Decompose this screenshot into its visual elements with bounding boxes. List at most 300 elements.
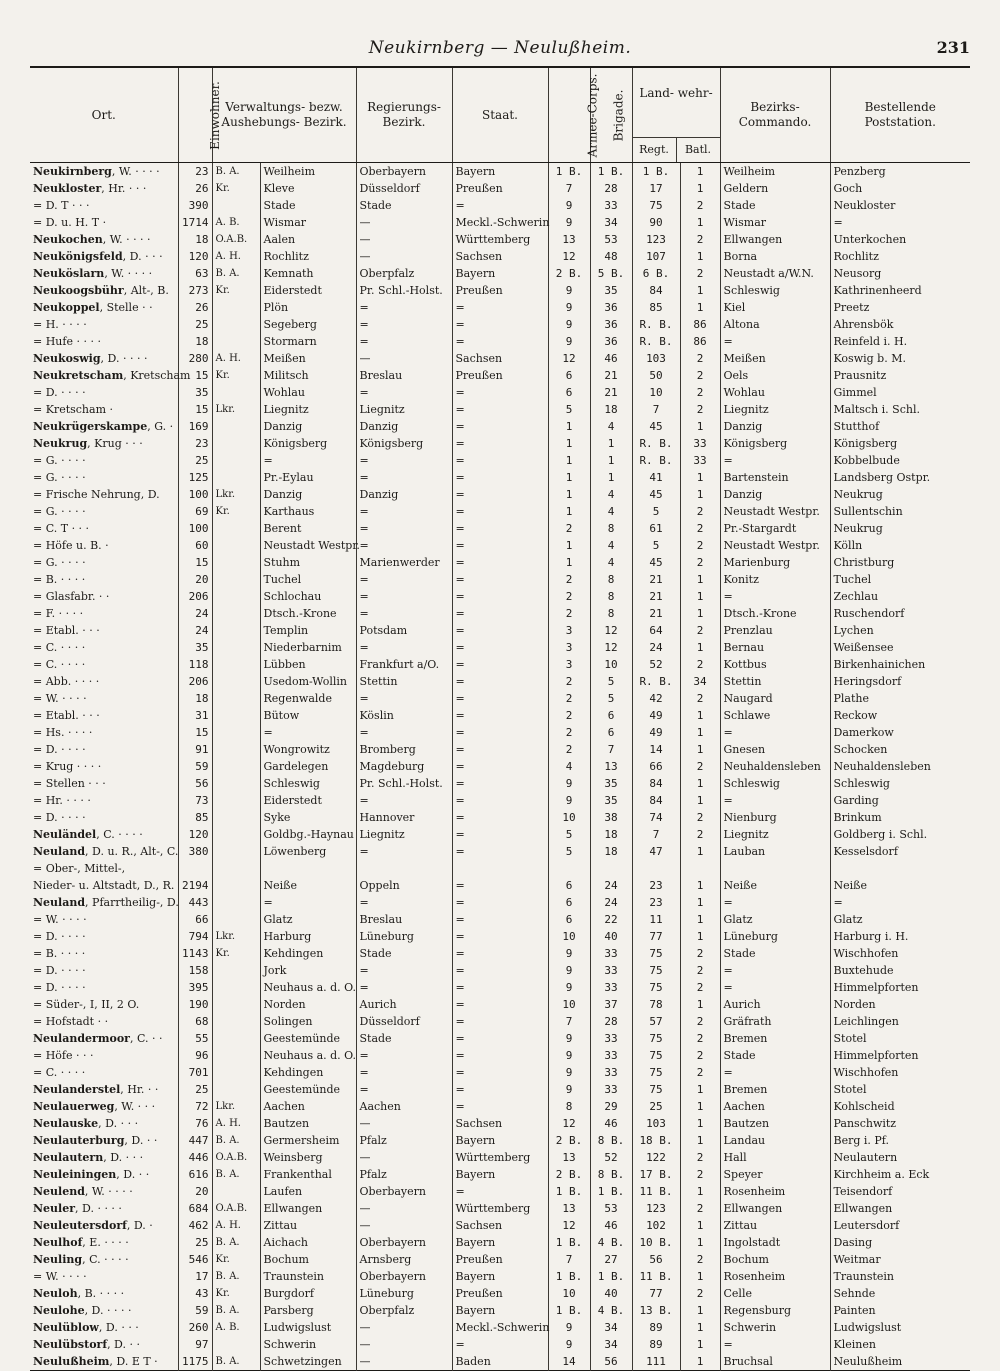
district-command: Stade	[720, 197, 830, 214]
post-station: Kobbelbude	[830, 452, 970, 469]
brigade: 33	[590, 962, 632, 979]
district-command: Oels	[720, 367, 830, 384]
place-name-main: Neulüblow	[33, 1321, 99, 1334]
state: =	[452, 639, 548, 656]
place-name	[30, 248, 178, 265]
brigade: 18	[590, 826, 632, 843]
landwehr-battalion: 1	[680, 928, 720, 945]
landwehr-regiment: 75	[632, 197, 680, 214]
post-station: Wischhofen	[830, 1064, 970, 1081]
regierungsbezirk: Düsseldorf	[356, 180, 452, 197]
table-row	[30, 1013, 970, 1030]
landwehr-battalion: 86	[680, 333, 720, 350]
place-descriptor: = W. · · · ·	[33, 913, 87, 926]
district-type	[212, 435, 260, 452]
brigade: 33	[590, 1081, 632, 1098]
district-command: =	[720, 979, 830, 996]
table-row	[30, 1217, 970, 1234]
district-command: Wismar	[720, 214, 830, 231]
district: Solingen	[260, 1013, 356, 1030]
landwehr-regiment: 75	[632, 1047, 680, 1064]
district-command: Danzig	[720, 418, 830, 435]
post-station: Ludwigslust	[830, 1319, 970, 1336]
landwehr-regiment	[632, 860, 680, 877]
brigade: 48	[590, 248, 632, 265]
landwehr-regiment: 10 B.	[632, 1234, 680, 1251]
landwehr-regiment: R. B.	[632, 316, 680, 333]
inhabitants: 190	[178, 996, 212, 1013]
district-type	[212, 843, 260, 860]
post-station: Buxtehude	[830, 962, 970, 979]
district-command: Aurich	[720, 996, 830, 1013]
district-command: Stade	[720, 945, 830, 962]
district: Pr.-Eylau	[260, 469, 356, 486]
inhabitants: 158	[178, 962, 212, 979]
regierungsbezirk: Lüneburg	[356, 1285, 452, 1302]
inhabitants: 68	[178, 1013, 212, 1030]
inhabitants: 43	[178, 1285, 212, 1302]
district-command: Neustadt Westpr.	[720, 503, 830, 520]
place-name-main: Neuleutersdorf	[33, 1219, 127, 1232]
district-command: Liegnitz	[720, 826, 830, 843]
army-corps: 9	[548, 197, 590, 214]
brigade: 27	[590, 1251, 632, 1268]
table-row	[30, 1115, 970, 1132]
place-name	[30, 996, 178, 1013]
post-station: Panschwitz	[830, 1115, 970, 1132]
inhabitants: 63	[178, 265, 212, 282]
state: Bayern	[452, 1234, 548, 1251]
landwehr-regiment: 47	[632, 843, 680, 860]
district: Regenwalde	[260, 690, 356, 707]
running-head	[30, 34, 970, 62]
column-header-regt: Regt.	[639, 143, 669, 156]
army-corps: 5	[548, 843, 590, 860]
district-command: Schleswig	[720, 282, 830, 299]
post-station: Preetz	[830, 299, 970, 316]
table-row	[30, 1200, 970, 1217]
table-row	[30, 656, 970, 673]
table-row	[30, 826, 970, 843]
district-command: Neustadt a/W.N.	[720, 265, 830, 282]
place-name	[30, 384, 178, 401]
landwehr-regiment: 75	[632, 979, 680, 996]
place-name-main: Neuländel	[33, 828, 97, 841]
post-station: Landsberg Ostpr.	[830, 469, 970, 486]
table-row	[30, 197, 970, 214]
district-type	[212, 316, 260, 333]
inhabitants: 25	[178, 316, 212, 333]
regierungsbezirk: —	[356, 1319, 452, 1336]
district: Schwerin	[260, 1336, 356, 1353]
landwehr-regiment: 5	[632, 537, 680, 554]
district-command: =	[720, 1064, 830, 1081]
district: Geestemünde	[260, 1081, 356, 1098]
inhabitants: 23	[178, 435, 212, 452]
landwehr-battalion: 2	[680, 622, 720, 639]
brigade: 4	[590, 554, 632, 571]
district-command: Pr.-Stargardt	[720, 520, 830, 537]
landwehr-regiment: 42	[632, 690, 680, 707]
table-row	[30, 911, 970, 928]
inhabitants: 118	[178, 656, 212, 673]
landwehr-regiment: 66	[632, 758, 680, 775]
state: =	[452, 928, 548, 945]
place-name-main: Neukoppel	[33, 301, 100, 314]
place-descriptor: , C. · · · ·	[96, 828, 143, 841]
army-corps: 13	[548, 1200, 590, 1217]
army-corps: 13	[548, 231, 590, 248]
inhabitants: 25	[178, 1081, 212, 1098]
place-name	[30, 843, 178, 860]
inhabitants: 59	[178, 1302, 212, 1319]
post-station: Penzberg	[830, 163, 970, 181]
landwehr-regiment: 14	[632, 741, 680, 758]
district: =	[260, 724, 356, 741]
place-name	[30, 1166, 178, 1183]
table-header	[30, 67, 970, 163]
landwehr-battalion: 1	[680, 418, 720, 435]
district-type: Lkr.	[212, 1098, 260, 1115]
column-header-landwehr-label: Land- wehr-	[639, 86, 713, 100]
place-name-main: Neuloh	[33, 1287, 78, 1300]
district-type	[212, 996, 260, 1013]
district-type	[212, 656, 260, 673]
district: Neiße	[260, 877, 356, 894]
district: =	[260, 452, 356, 469]
state: =	[452, 486, 548, 503]
place-name	[30, 911, 178, 928]
district-type	[212, 418, 260, 435]
post-station: Stutthof	[830, 418, 970, 435]
place-name-main: Neulautern	[33, 1151, 104, 1164]
place-name	[30, 690, 178, 707]
state: =	[452, 792, 548, 809]
place-descriptor: = F. · · · ·	[33, 607, 84, 620]
inhabitants: 85	[178, 809, 212, 826]
place-descriptor: = Glasfabr. · ·	[33, 590, 110, 603]
inhabitants: 280	[178, 350, 212, 367]
place-name-main: Neulhof	[33, 1236, 83, 1249]
state: =	[452, 622, 548, 639]
place-descriptor: , Pfarrtheilig-, D.	[85, 896, 179, 909]
district-command: Rosenheim	[720, 1268, 830, 1285]
district-command: Neustadt Westpr.	[720, 537, 830, 554]
district: Aalen	[260, 231, 356, 248]
place-descriptor: = G. · · · ·	[33, 471, 86, 484]
place-descriptor: = D. · · · ·	[33, 811, 86, 824]
landwehr-battalion: 2	[680, 1200, 720, 1217]
place-descriptor: = G. · · · ·	[33, 505, 86, 518]
table-row	[30, 945, 970, 962]
place-descriptor: = W. · · · ·	[33, 1270, 87, 1283]
landwehr-regiment: 17 B.	[632, 1166, 680, 1183]
district: Meißen	[260, 350, 356, 367]
army-corps: 10	[548, 928, 590, 945]
place-name	[30, 979, 178, 996]
place-name	[30, 639, 178, 656]
place-name	[30, 418, 178, 435]
inhabitants: 73	[178, 792, 212, 809]
brigade: 35	[590, 282, 632, 299]
table-row	[30, 622, 970, 639]
place-descriptor: = G. · · · ·	[33, 556, 86, 569]
district-type	[212, 571, 260, 588]
place-name	[30, 877, 178, 894]
army-corps: 1	[548, 435, 590, 452]
state: Preußen	[452, 282, 548, 299]
place-name-main: Neulandermoor	[33, 1032, 130, 1045]
table-row	[30, 1302, 970, 1319]
landwehr-battalion: 1	[680, 486, 720, 503]
place-name	[30, 163, 178, 181]
district-command: =	[720, 588, 830, 605]
brigade: 35	[590, 792, 632, 809]
army-corps: 7	[548, 180, 590, 197]
post-station: Christburg	[830, 554, 970, 571]
district-type: Lkr.	[212, 486, 260, 503]
district-type	[212, 826, 260, 843]
table-row	[30, 265, 970, 282]
post-station: Garding	[830, 792, 970, 809]
inhabitants: 120	[178, 826, 212, 843]
regierungsbezirk: —	[356, 350, 452, 367]
place-name-main: Neuland	[33, 896, 86, 909]
state: =	[452, 435, 548, 452]
place-descriptor: , Krug · · ·	[87, 437, 143, 450]
district-type	[212, 299, 260, 316]
regierungsbezirk	[356, 860, 452, 877]
district-type	[212, 469, 260, 486]
inhabitants: 395	[178, 979, 212, 996]
table-row	[30, 758, 970, 775]
post-station: =	[830, 894, 970, 911]
district: Bütow	[260, 707, 356, 724]
army-corps: 9	[548, 979, 590, 996]
place-name	[30, 894, 178, 911]
regierungsbezirk: Pfalz	[356, 1166, 452, 1183]
district-type	[212, 724, 260, 741]
brigade: 46	[590, 350, 632, 367]
brigade: 22	[590, 911, 632, 928]
post-station: Ruschendorf	[830, 605, 970, 622]
post-station: Sullentschin	[830, 503, 970, 520]
inhabitants: 72	[178, 1098, 212, 1115]
place-name	[30, 622, 178, 639]
regierungsbezirk: Oberpfalz	[356, 265, 452, 282]
post-station: Traunstein	[830, 1268, 970, 1285]
district-type: Kr.	[212, 945, 260, 962]
table-row	[30, 299, 970, 316]
place-name	[30, 945, 178, 962]
regierungsbezirk: =	[356, 537, 452, 554]
landwehr-battalion: 1	[680, 639, 720, 656]
post-station: Wischhofen	[830, 945, 970, 962]
landwehr-regiment: 49	[632, 707, 680, 724]
regierungsbezirk: =	[356, 588, 452, 605]
district-type	[212, 622, 260, 639]
post-station: Koswig b. M.	[830, 350, 970, 367]
army-corps: 2	[548, 741, 590, 758]
landwehr-regiment: 74	[632, 809, 680, 826]
table-row	[30, 707, 970, 724]
table-row	[30, 486, 970, 503]
district: Parsberg	[260, 1302, 356, 1319]
district-command: Hall	[720, 1149, 830, 1166]
district-command: Naugard	[720, 690, 830, 707]
landwehr-battalion: 33	[680, 435, 720, 452]
regierungsbezirk: Breslau	[356, 911, 452, 928]
table-row	[30, 996, 970, 1013]
place-name	[30, 452, 178, 469]
district-command: Zittau	[720, 1217, 830, 1234]
district-command: Stettin	[720, 673, 830, 690]
table-row	[30, 520, 970, 537]
post-station: Stotel	[830, 1081, 970, 1098]
army-corps: 13	[548, 1149, 590, 1166]
place-name	[30, 1217, 178, 1234]
place-descriptor: = Etabl. · · ·	[33, 624, 100, 637]
landwehr-regiment: 77	[632, 1285, 680, 1302]
state: =	[452, 809, 548, 826]
inhabitants: 120	[178, 248, 212, 265]
place-name	[30, 775, 178, 792]
landwehr-regiment: 75	[632, 1064, 680, 1081]
regierungsbezirk: =	[356, 962, 452, 979]
inhabitants: 1143	[178, 945, 212, 962]
state: Meckl.-Schwerin	[452, 214, 548, 231]
state: Bayern	[452, 1132, 548, 1149]
landwehr-battalion: 1	[680, 214, 720, 231]
state: Preußen	[452, 180, 548, 197]
place-descriptor: , D. ·	[126, 1219, 153, 1232]
landwehr-regiment: 45	[632, 554, 680, 571]
state: =	[452, 571, 548, 588]
landwehr-regiment: 50	[632, 367, 680, 384]
regierungsbezirk: =	[356, 316, 452, 333]
place-name	[30, 673, 178, 690]
inhabitants: 76	[178, 1115, 212, 1132]
landwehr-regiment: 77	[632, 928, 680, 945]
place-descriptor: = H. · · · ·	[33, 318, 87, 331]
district-command: Landau	[720, 1132, 830, 1149]
regierungsbezirk: =	[356, 792, 452, 809]
regierungsbezirk: Magdeburg	[356, 758, 452, 775]
state: =	[452, 758, 548, 775]
landwehr-regiment: 61	[632, 520, 680, 537]
post-station: Reinfeld i. H.	[830, 333, 970, 350]
district-type	[212, 452, 260, 469]
state: =	[452, 945, 548, 962]
district-command: Neiße	[720, 877, 830, 894]
district-command: Speyer	[720, 1166, 830, 1183]
district-command: =	[720, 333, 830, 350]
place-name	[30, 588, 178, 605]
place-descriptor: , D. · ·	[116, 1168, 150, 1181]
army-corps: 2 B.	[548, 1132, 590, 1149]
state: =	[452, 1047, 548, 1064]
regierungsbezirk: =	[356, 639, 452, 656]
district-command: Borna	[720, 248, 830, 265]
brigade: 1	[590, 452, 632, 469]
landwehr-regiment: 11 B.	[632, 1268, 680, 1285]
brigade: 18	[590, 401, 632, 418]
regierungsbezirk: Oberbayern	[356, 1183, 452, 1200]
brigade: 21	[590, 367, 632, 384]
army-corps: 9	[548, 1336, 590, 1353]
post-station: Ahrensbök	[830, 316, 970, 333]
place-name-main: Neulauerweg	[33, 1100, 115, 1113]
place-name-main: Neuling	[33, 1253, 83, 1266]
district: Weilheim	[260, 163, 356, 181]
regierungsbezirk: Breslau	[356, 367, 452, 384]
place-name	[30, 520, 178, 537]
army-corps: 7	[548, 1013, 590, 1030]
district-type	[212, 605, 260, 622]
regierungsbezirk: =	[356, 452, 452, 469]
post-station: Sehnde	[830, 1285, 970, 1302]
place-name	[30, 1030, 178, 1047]
regierungsbezirk: —	[356, 1336, 452, 1353]
landwehr-battalion: 2	[680, 656, 720, 673]
inhabitants: 462	[178, 1217, 212, 1234]
place-name	[30, 707, 178, 724]
regierungsbezirk: Oppeln	[356, 877, 452, 894]
army-corps: 1 B.	[548, 1302, 590, 1319]
post-station: Kohlscheid	[830, 1098, 970, 1115]
place-name	[30, 554, 178, 571]
state: Sachsen	[452, 1217, 548, 1234]
army-corps: 1	[548, 486, 590, 503]
place-name	[30, 1319, 178, 1336]
post-station: Unterkochen	[830, 231, 970, 248]
brigade: 13	[590, 758, 632, 775]
place-descriptor: = D. · · · ·	[33, 981, 86, 994]
table-row	[30, 384, 970, 401]
landwehr-regiment: 6 B.	[632, 265, 680, 282]
district: Gardelegen	[260, 758, 356, 775]
inhabitants: 443	[178, 894, 212, 911]
district-command: Bautzen	[720, 1115, 830, 1132]
place-descriptor: , W. · · · ·	[84, 1185, 133, 1198]
landwehr-battalion: 2	[680, 962, 720, 979]
table-row	[30, 690, 970, 707]
place-descriptor: , W. · · ·	[114, 1100, 156, 1113]
landwehr-regiment: 84	[632, 775, 680, 792]
state: =	[452, 996, 548, 1013]
regierungsbezirk: Oberpfalz	[356, 1302, 452, 1319]
state: Bayern	[452, 265, 548, 282]
district-type	[212, 741, 260, 758]
inhabitants: 206	[178, 673, 212, 690]
brigade: 33	[590, 945, 632, 962]
regierungsbezirk: Lüneburg	[356, 928, 452, 945]
state: Württemberg	[452, 1200, 548, 1217]
landwehr-battalion: 2	[680, 1013, 720, 1030]
inhabitants: 20	[178, 571, 212, 588]
inhabitants: 23	[178, 163, 212, 181]
place-name	[30, 826, 178, 843]
district: Rochlitz	[260, 248, 356, 265]
landwehr-regiment: R. B.	[632, 673, 680, 690]
regierungsbezirk: Hannover	[356, 809, 452, 826]
post-station: Maltsch i. Schl.	[830, 401, 970, 418]
state: =	[452, 588, 548, 605]
inhabitants: 69	[178, 503, 212, 520]
landwehr-regiment: 103	[632, 350, 680, 367]
regierungsbezirk: Stade	[356, 945, 452, 962]
district: Burgdorf	[260, 1285, 356, 1302]
